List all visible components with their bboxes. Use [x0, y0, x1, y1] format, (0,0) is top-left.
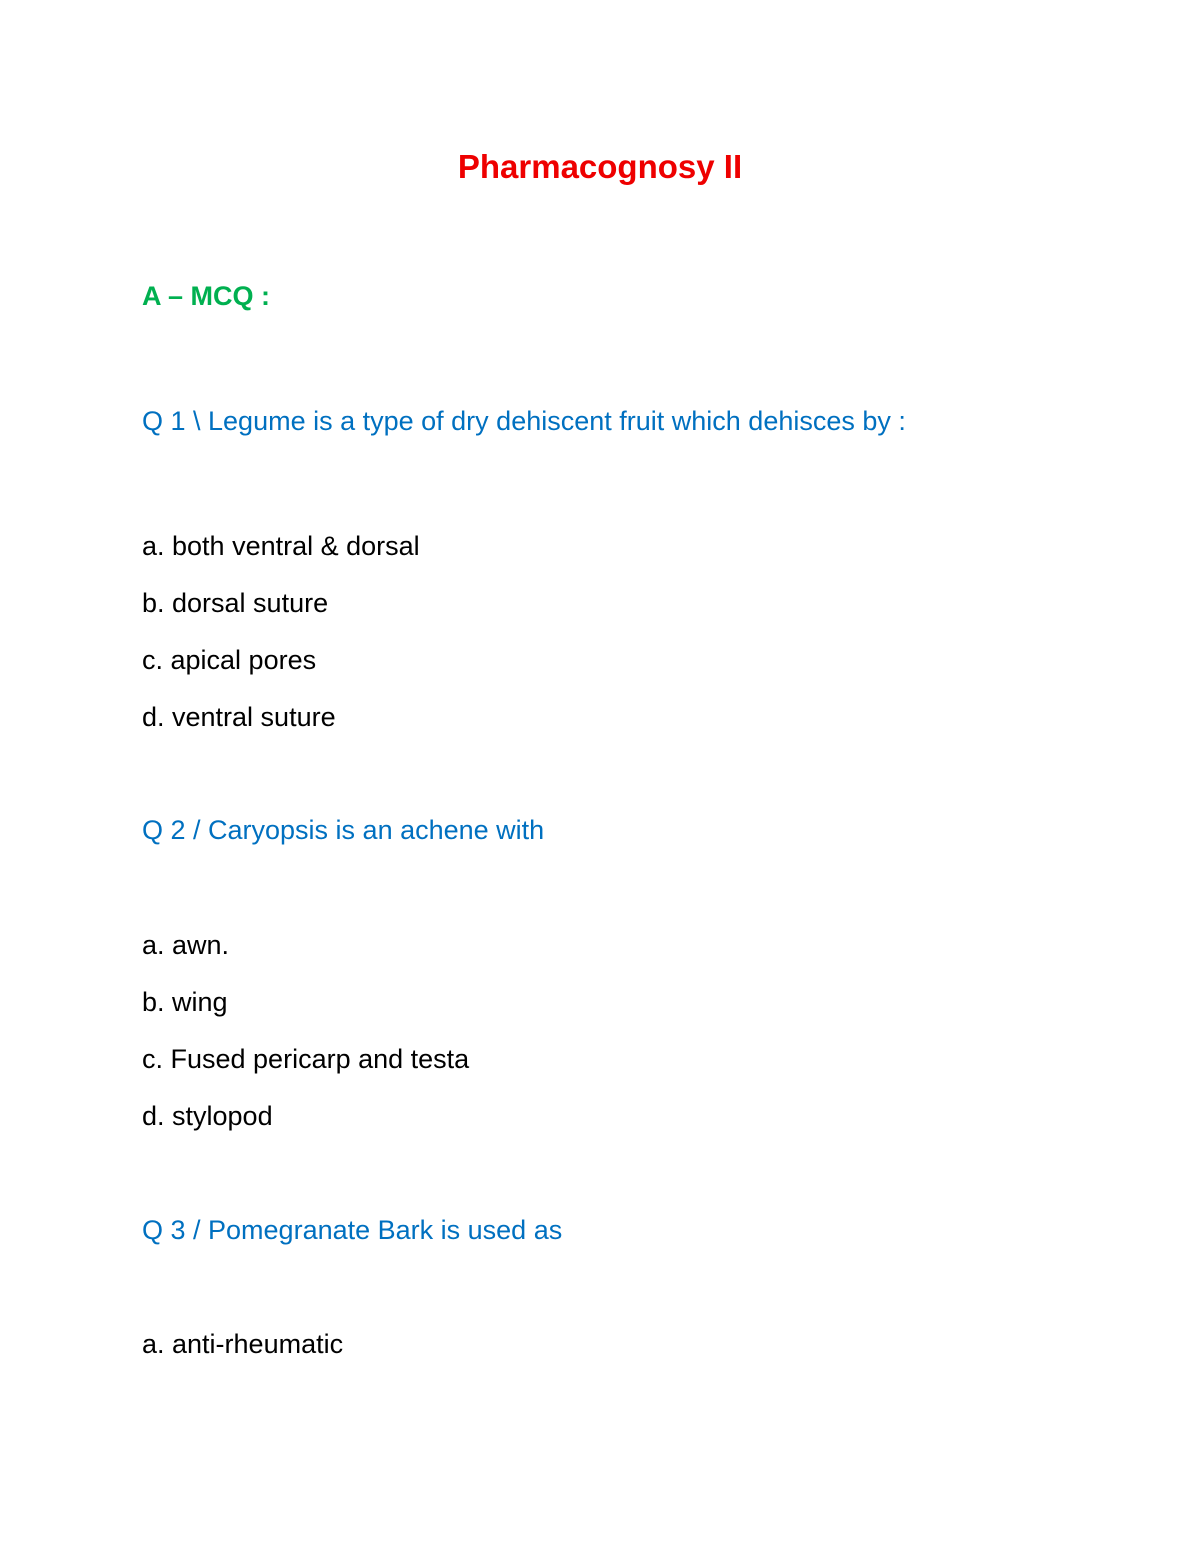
section-heading: A – MCQ :	[142, 281, 270, 311]
question-2-option-d: d. stylopod	[142, 1101, 273, 1131]
question-1-option-c: c. apical pores	[142, 645, 317, 675]
question-2-option-b: b. wing	[142, 987, 228, 1017]
question-2-text: Q 2 / Caryopsis is an achene with	[142, 815, 545, 845]
question-2-option-c: c. Fused pericarp and testa	[142, 1044, 470, 1074]
question-3-option-a: a. anti-rheumatic	[142, 1329, 344, 1359]
question-2-option-a: a. awn.	[142, 930, 230, 960]
question-1-option-a: a. both ventral & dorsal	[142, 531, 420, 561]
question-1-text: Q 1 \ Legume is a type of dry dehiscent fruit which dehisces by :	[142, 406, 906, 436]
question-1-option-b: b. dorsal suture	[142, 588, 329, 618]
document-title: Pharmacognosy II	[457, 148, 743, 185]
question-1-option-d: d. ventral suture	[142, 702, 336, 732]
question-3-text: Q 3 / Pomegranate Bark is used as	[142, 1215, 563, 1245]
